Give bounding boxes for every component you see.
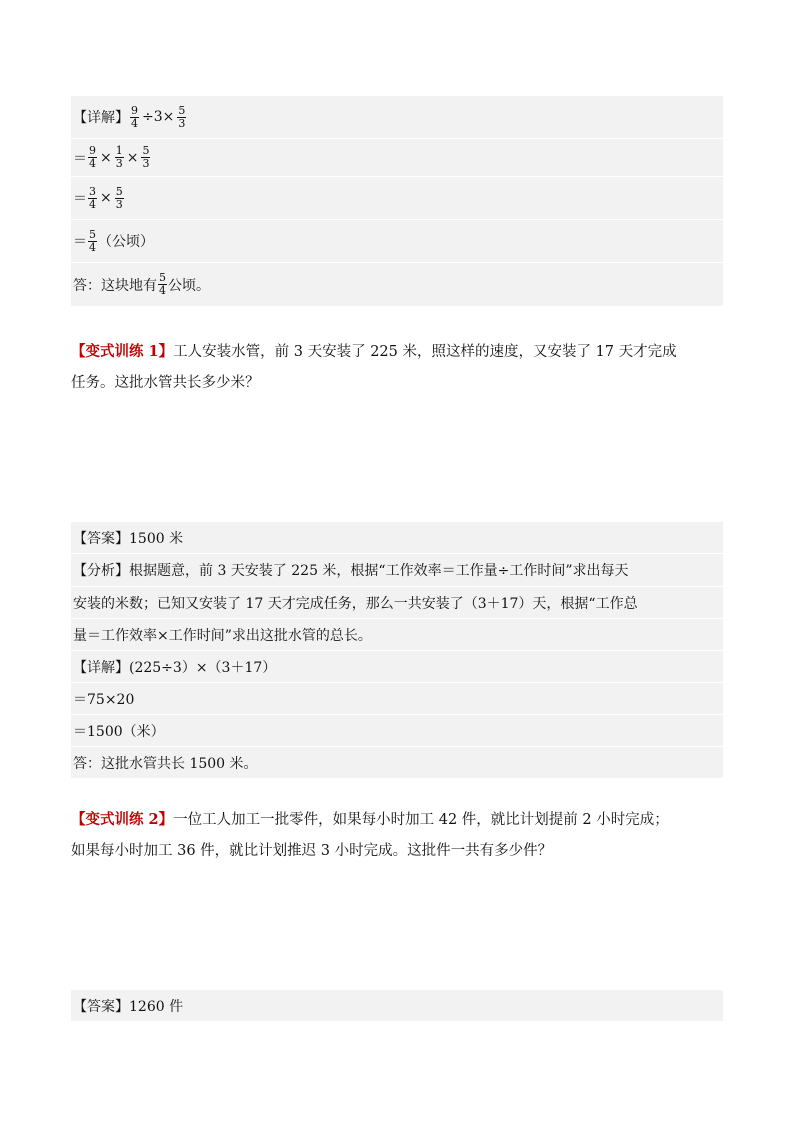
question-tag: 【变式训练 1】 (71, 343, 174, 360)
detail-line-2: ＝ $\frac{9}{4}$ × $\frac{1}{3}$ × $\frac{5}{3}$ (71, 138, 723, 176)
detail-line-2: ＝75×20 (71, 682, 723, 714)
conclusion-line: 答：这批水管共长 1500 米。 (71, 746, 723, 778)
fraction: $\frac{5}{4}$ (159, 271, 166, 297)
detail-line-3: ＝1500（米） (71, 714, 723, 746)
fraction: $\frac{9}{4}$ (131, 103, 138, 130)
question-1 (71, 336, 731, 399)
analysis-line-1: 【分析】根据题意，前 3 天安装了 225 米，根据“工作效率＝工作量÷工作时间”求出每天 (71, 553, 723, 586)
fraction: $\frac{9}{4}$ (89, 144, 96, 170)
question-text: 任务。这批水管共长多少米？ (71, 375, 260, 391)
question-text: 一位工人加工一批零件，如果每小时加工 42 件，就比计划提前 2 小时完成； (173, 812, 669, 828)
detail-tag: 【详解】 (73, 110, 129, 126)
detail-line-1: 【详解】(225÷3）×（3＋17） (71, 650, 723, 682)
detail-line-4: ＝ $\frac{5}{4}$ （公顷） (71, 219, 723, 262)
detail-block (71, 96, 723, 306)
detail-line-1: 【详解】 $\frac{9}{4}$ ÷3× $\frac{5}{3}$ (73, 103, 186, 130)
fraction: $\frac{5}{3}$ (142, 144, 150, 170)
answer-line: 【答案】1260 件 (73, 998, 184, 1015)
question-2 (71, 804, 731, 867)
answer-block-1 (71, 522, 723, 778)
question-text: 如果每小时加工 36 件，就比计划推迟 3 小时完成。这批件一共有多少件？ (71, 843, 553, 859)
fraction: $\frac{3}{4}$ (89, 184, 96, 211)
detail-answer: 答：这块地有 $\frac{5}{4}$ 公顷。 (71, 262, 723, 306)
fraction: $\frac{5}{3}$ (115, 184, 123, 211)
answer-block-2 (71, 990, 723, 1021)
fraction: $\frac{1}{3}$ (115, 144, 123, 170)
question-tag: 【变式训练 2】 (71, 811, 174, 828)
analysis-line-2: 安装的米数；已知又安装了 17 天才完成任务，那么一共安装了（3＋17）天，根据“工作总 (71, 586, 723, 618)
question-text: 工人安装水管，前 3 天安装了 225 米，照这样的速度，又安装了 17 天才完成 (173, 344, 677, 360)
fraction: $\frac{5}{3}$ (178, 103, 186, 130)
answer-line: 【答案】1500 米 (73, 530, 184, 547)
fraction: $\frac{5}{4}$ (89, 227, 96, 254)
analysis-line-3: 量＝工作效率×工作时间”求出这批水管的总长。 (71, 618, 723, 650)
detail-line-3: ＝ $\frac{3}{4}$ × $\frac{5}{3}$ (71, 176, 723, 219)
